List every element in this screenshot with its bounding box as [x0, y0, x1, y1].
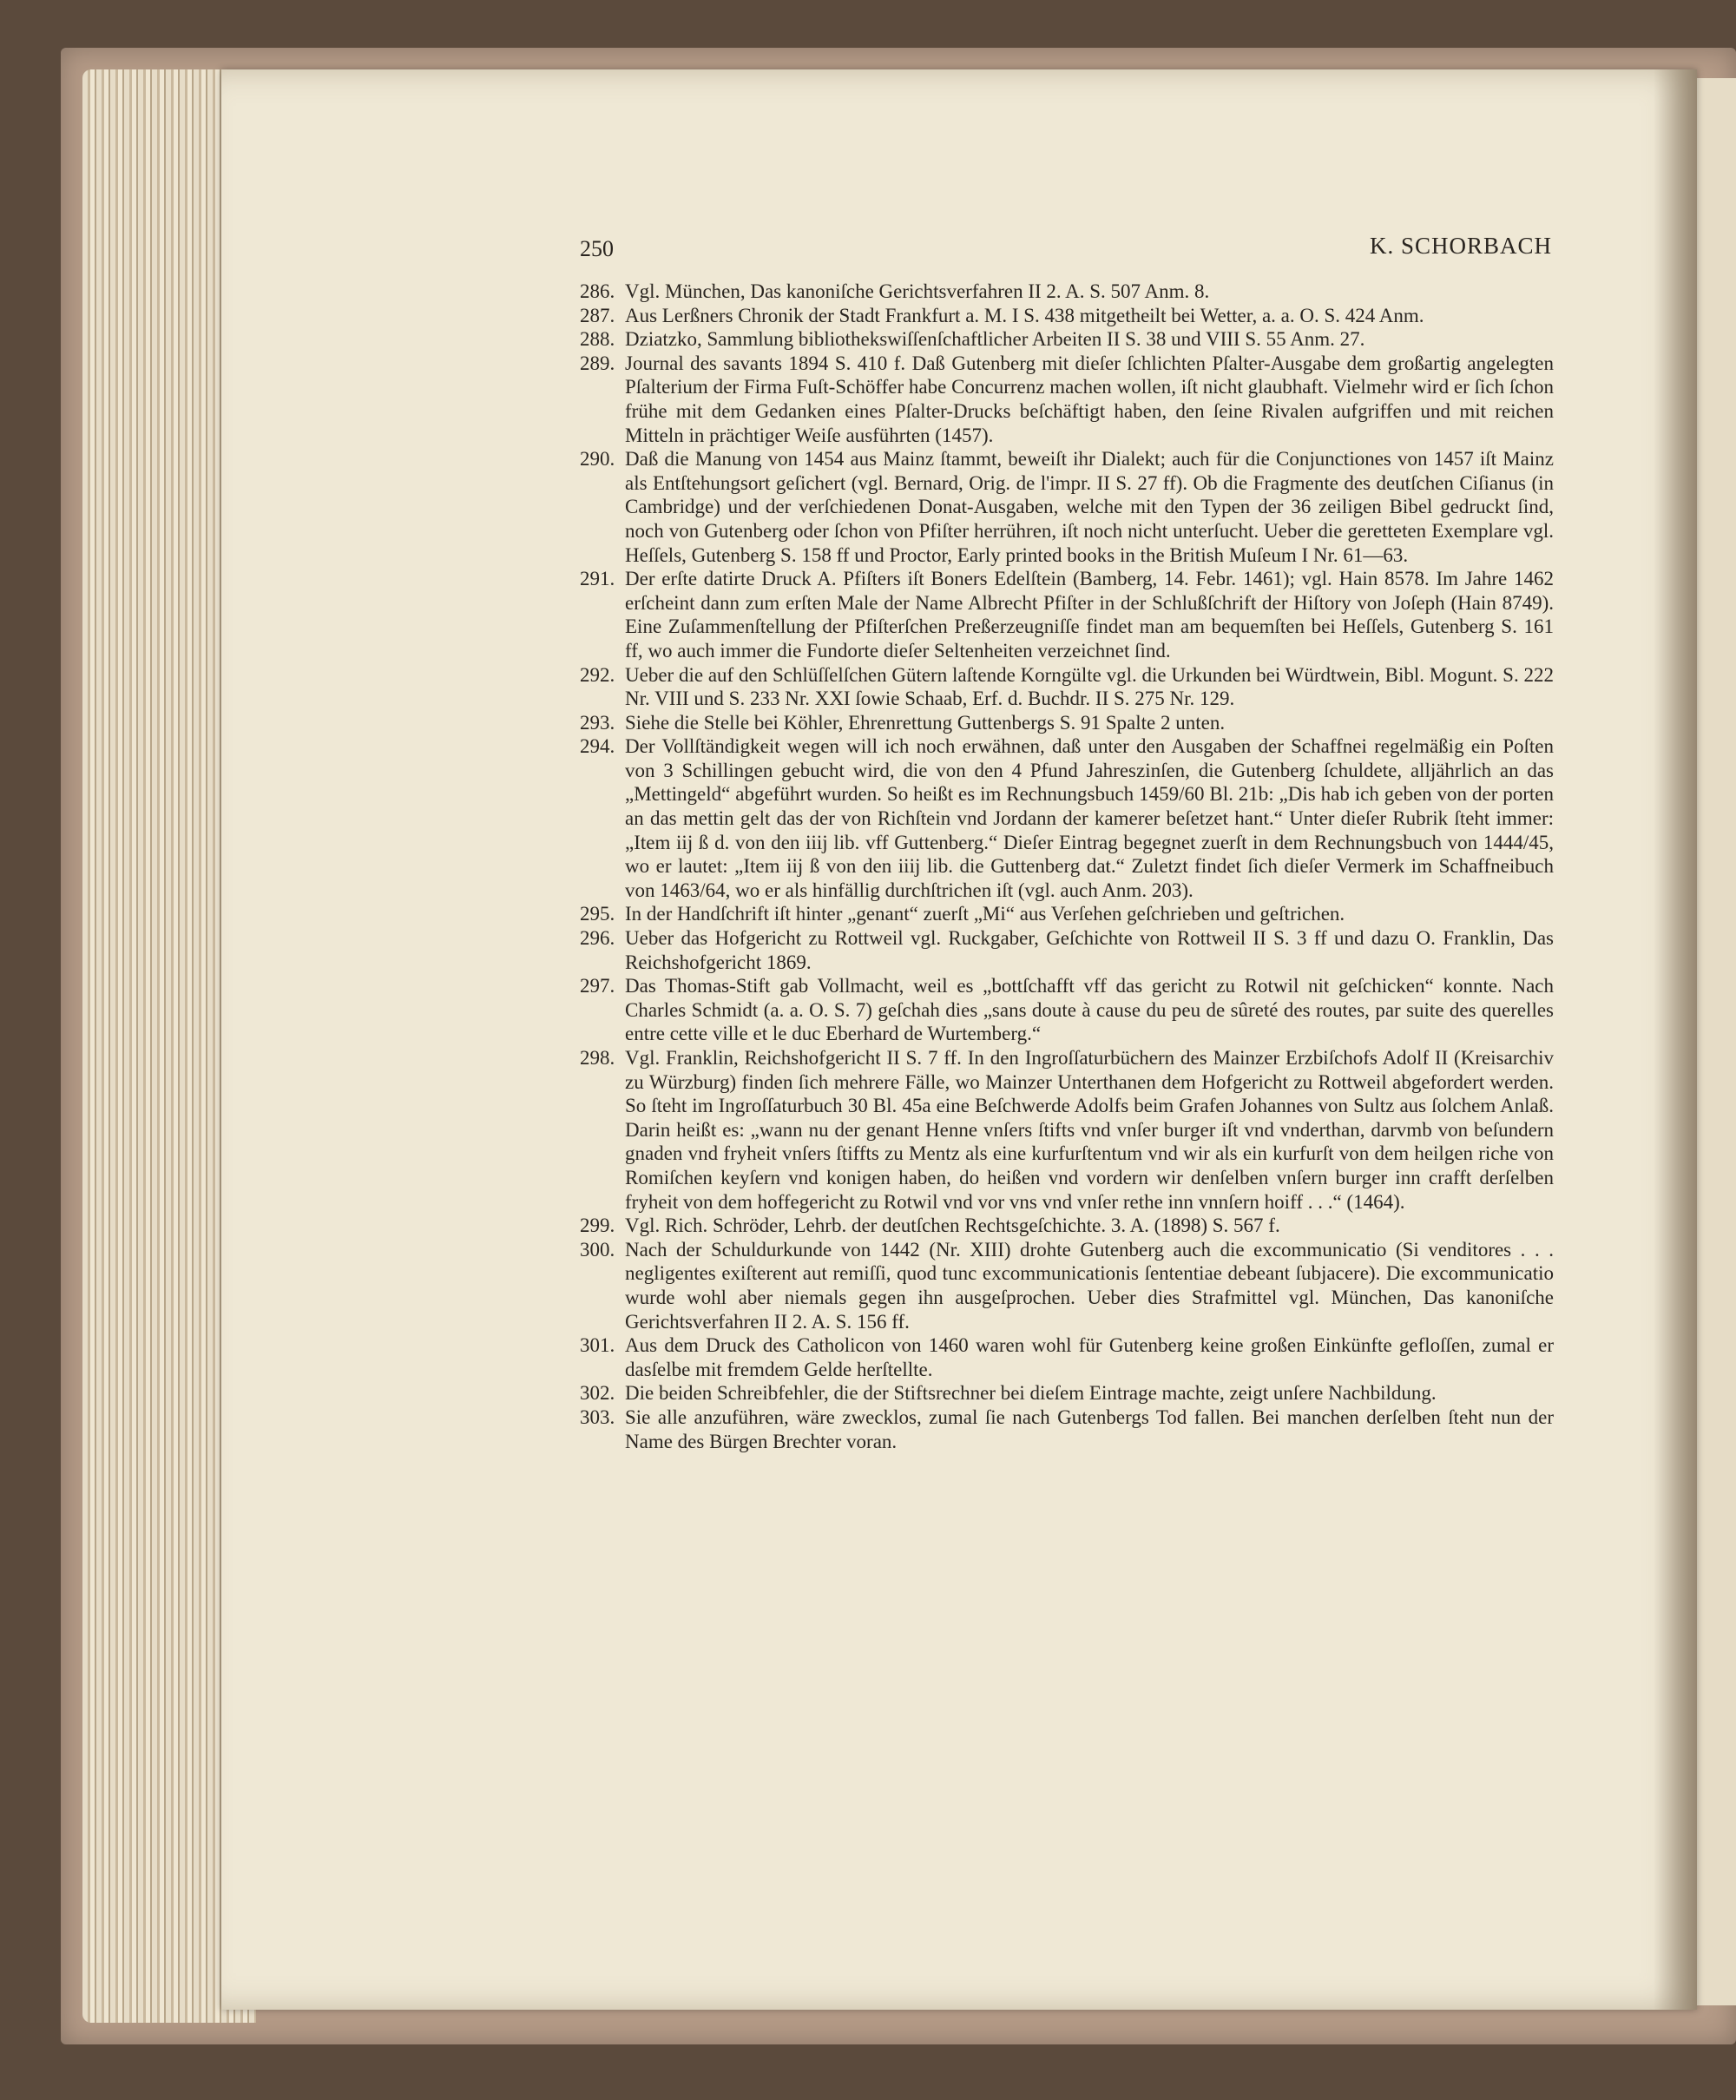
footnote — [580, 734, 1554, 902]
footnote — [580, 1046, 1554, 1214]
footnote-text: Die beiden Schreibfehler, die der Stiftsrechner bei dieſem Eintrage machte, zeigt unſere Nachbildung. — [625, 1382, 1437, 1405]
footnote-text: Daß die Manung von 1454 aus Mainz ſtammt, beweiſt ihr Dialekt; auch für die Conjunctiones von 1457 iſt Mainz als Entſtehungsort geſichert (vgl. Bernard, Orig. de l'impr. II S. 27 ff). Ob die Fragmente des deutſchen Ciſianus (in Cambridge) und der verſchiedenen Donat-Ausgaben, welche mit den Typen der 36 zeiligen Bibel gedruckt ſind, noch von Gutenberg oder ſchon von Pfiſter herrühren, iſt noch nicht unterſucht. Ueber die geretteten Exemplare vgl. Heſſels, Gutenberg S. 158 ff und Proctor, Early printed books in the British Muſeum I Nr. 61—63. — [625, 448, 1554, 566]
footnotes-list — [580, 280, 1554, 1453]
footnote-text: Siehe die Stelle bei Köhler, Ehrenrettung Guttenbergs S. 91 Spalte 2 unten. — [625, 711, 1226, 734]
footnote-text: Das Thomas-Stift gab Vollmacht, weil es „bottſchafft vff das gericht zu Rotwil nit geſchicken“ konnte. Nach Charles Schmidt (a. a. O. S. 7) geſchah dies „sans doute à cause du peu de sûreté des routes, par suite des querelles entre cette ville et le duc Eberhard de Wurtemberg.“ — [625, 975, 1554, 1045]
footnote-text: Sie alle anzuführen, wäre zwecklos, zumal ſie nach Gutenbergs Tod fallen. Bei manchen derſelben ſteht nun der Name des Bürgen Brechter voran. — [625, 1405, 1554, 1452]
footnote-text: Aus dem Druck des Catholicon von 1460 waren wohl für Gutenberg keine großen Einkünfte gefloſſen, zumal er dasſelbe mit fremdem Gelde herſtellte. — [625, 1334, 1554, 1380]
footnote-text: Dziatzko, Sammlung bibliothekswiſſenſchaftlicher Arbeiten II S. 38 und VIII S. 55 Anm. 27. — [625, 328, 1365, 351]
footnote-number: 290. — [580, 448, 615, 471]
footnote-number: 288. — [580, 328, 615, 351]
footnote-number: 297. — [580, 975, 615, 997]
footnote — [580, 663, 1554, 711]
footnote-text: Vgl. München, Das kanoniſche Gerichtsverfahren II 2. A. S. 507 Anm. 8. — [625, 280, 1210, 302]
footnote — [580, 711, 1554, 735]
footnote — [580, 1381, 1554, 1405]
footnote-text: In der Handſchrift iſt hinter „genant“ zuerſt „Mi“ aus Verſehen geſchrieben und geſtrichen. — [625, 903, 1345, 925]
footnote — [580, 304, 1554, 328]
footnote-number: 300. — [580, 1238, 615, 1261]
footnote — [580, 327, 1554, 352]
footnote — [580, 1405, 1554, 1453]
footnote — [580, 902, 1554, 926]
footnote-number: 293. — [580, 711, 615, 734]
gutter-shadow — [1654, 69, 1697, 2010]
running-head-author: K. SCHORBACH — [1369, 233, 1552, 259]
footnote — [580, 447, 1554, 567]
footnote-text: Nach der Schuldurkunde von 1442 (Nr. XIII) drohte Gutenberg auch die excommunicatio (Si venditores . . . negligentes exiſterent aut remiſſi, quod tunc excommunicationis ſententiae debeant ſubjacere). Die excommunicatio wurde wohl aber niemals gegen ihn ausgeſprochen. Ueber dies Strafmittel vgl. München, Das kanoniſche Gerichtsverfahren II 2. A. S. 156 ff. — [625, 1238, 1554, 1333]
footnote — [580, 974, 1554, 1046]
footnote-number: 301. — [580, 1334, 615, 1357]
footnote — [580, 1238, 1554, 1333]
footnote-text: Aus Lerßners Chronik der Stadt Frankfurt a. M. I S. 438 mitgetheilt bei Wetter, a. a. O. S. 424 Anm. — [625, 304, 1424, 326]
footnote — [580, 1214, 1554, 1238]
page-number: 250 — [580, 236, 614, 261]
footnote-text: Vgl. Franklin, Reichshofgericht II S. 7 ff. In den Ingroſſaturbüchern des Mainzer Erzbiſchofs Adolf II (Kreisarchiv zu Würzburg) finden ſich mehrere Fälle, wo Mainzer Unterthanen dem Hofgericht zu Rottweil abgefordert werden. So ſteht im Ingroſſaturbuch 30 Bl. 45a eine Beſchwerde Adolfs beim Grafen Johannes von Sultz aus ſolchem Anlaß. Darin heißt es: „wann nu der genant Henne vnſers ſtifts vnd vnſer burger iſt vnd vnderthan, darvmb von beſundern gnaden vnd fryheit vnſers ſtiffts zu Mentz als eine kurfurſtentum vnd wir als ein kurfurſt von dem heilgen riche von Romiſchen keyſern vnd konigen haben, do heißen vnd vordern wir denſelben vnſern burger inn crafft derſelben fryheit von dem hoffegericht zu Rotwil vnd vor vns vnd vnſer rethe inn vnnſern hoiff . . .“ (1464). — [625, 1047, 1554, 1213]
footnote-number: 287. — [580, 304, 615, 326]
footnote-number: 289. — [580, 352, 615, 374]
footnote-number: 295. — [580, 903, 615, 925]
footnote-number: 303. — [580, 1405, 615, 1428]
footnote — [580, 926, 1554, 974]
footnote — [580, 567, 1554, 662]
footnote-text: Vgl. Rich. Schröder, Lehrb. der deutſchen Rechtsgeſchichte. 3. A. (1898) S. 567 f. — [625, 1215, 1280, 1237]
footnote-number: 294. — [580, 735, 615, 758]
facing-page-edge — [1693, 78, 1736, 2005]
footnote-number: 286. — [580, 280, 615, 302]
footnote — [580, 280, 1554, 304]
footnote-text: Der Vollſtändigkeit wegen will ich noch erwähnen, daß unter den Ausgaben der Schaffnei regelmäßig ein Poſten von 3 Schillingen gebucht wird, die von den 4 Pfund Jahreszinſen, die Gutenberg ſchuldete, alljährlich an das „Mettingeld“ abgeführt wurden. So heißt es im Rechnungsbuch 1459/60 Bl. 21b: „Dis hab ich geben von der porten an das mettin gelt das der von Richſtein vnd Jordann der kamerer beſetzet hant.“ Unter dieſer Rubrik ſteht immer: „Item iij ß d. von den iiij lib. vff Guttenberg.“ Dieſer Eintrag begegnet zuerſt in dem Rechnungsbuch von 1444/45, wo er lautet: „Item iij ß von den iiij lib. die Guttenberg dat.“ Zuletzt findet ſich dieſer Vermerk im Schaffneibuch von 1463/64, wo er als hinfällig durchſtrichen iſt (vgl. auch Anm. 203). — [625, 735, 1554, 901]
footnote-text: Der erſte datirte Druck A. Pfiſters iſt Boners Edelſtein (Bamberg, 14. Febr. 1461); vgl. Hain 8578. Im Jahre 1462 erſcheint dann zum erſten Male der Name Albrecht Pfiſter in der Schlußſchrift der Hiſtory von Joſeph (Hain 8749). Eine Zuſammenſtellung der Pfiſterſchen Preßerzeugniſſe findet man am bequemſten bei Heſſels, Gutenberg S. 161 ff, wo auch immer die Fundorte dieſer Seltenheiten verzeichnet ſind. — [625, 568, 1554, 662]
footnote-number: 298. — [580, 1047, 615, 1069]
footnote-text: Journal des savants 1894 S. 410 f. Daß Gutenberg mit dieſer ſchlichten Pſalter-Ausgabe dem großartig angelegten Pſalterium der Firma Fuſt-Schöffer habe Concurrenz machen wollen, iſt nicht glaubhaft. Vielmehr wird er ſich ſchon frühe mit dem Gedanken eines Pſalter-Drucks beſchäftigt haben, den ſeine Rivalen aufgriffen und mit reichen Mitteln in prächtiger Weiſe ausführten (1457). — [625, 352, 1554, 446]
footnote-number: 296. — [580, 927, 615, 950]
footnote-number: 302. — [580, 1382, 615, 1405]
footnote — [580, 352, 1554, 447]
footnote-number: 299. — [580, 1215, 615, 1237]
footnote — [580, 1333, 1554, 1381]
running-head — [580, 233, 1552, 267]
footnote-text: Ueber das Hofgericht zu Rottweil vgl. Ruckgaber, Geſchichte von Rottweil II S. 3 ff und dazu O. Franklin, Das Reichshofgericht 1869. — [625, 927, 1554, 973]
footnote-number: 292. — [580, 663, 615, 686]
footnote-number: 291. — [580, 568, 615, 590]
footnote-text: Ueber die auf den Schlüſſelſchen Gütern laſtende Korngülte vgl. die Urkunden bei Würdtwein, Bibl. Mogunt. S. 222 Nr. VIII und S. 233 Nr. XXI ſowie Schaab, Erf. d. Buchdr. II S. 275 Nr. 129. — [625, 663, 1554, 710]
